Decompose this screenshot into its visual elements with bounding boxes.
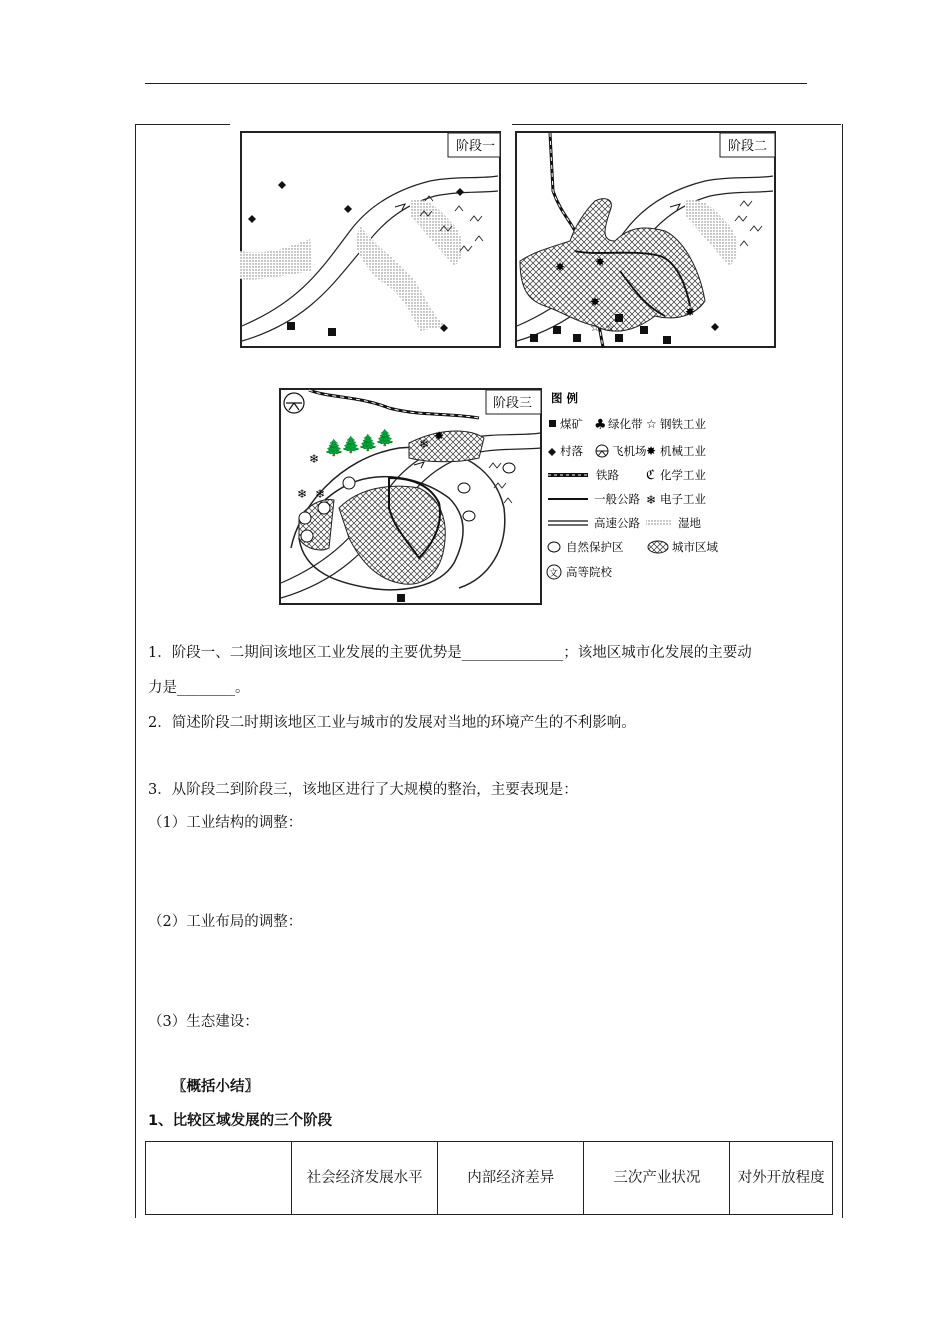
- svg-text:🌲: 🌲: [358, 433, 378, 452]
- map-stage1: [240, 131, 502, 349]
- svg-text:铁路: 铁路: [596, 468, 619, 482]
- svg-text:☆: ☆: [605, 321, 615, 334]
- svg-text:高等院校: 高等院校: [566, 565, 612, 579]
- svg-text:✸: ✸: [595, 255, 606, 269]
- airport-icon: [596, 445, 608, 457]
- question-3-1: （1）工业结构的调整：: [148, 815, 303, 831]
- steel-icon: ☆: [646, 417, 657, 431]
- svg-text:✸: ✸: [434, 429, 445, 443]
- question-3-3: （3）生态建设：: [148, 1014, 259, 1030]
- village-icon: [548, 448, 556, 456]
- college-icon: [547, 565, 561, 579]
- svg-text:✸: ✸: [685, 305, 696, 319]
- map-stage3-label: 阶段三: [493, 396, 533, 411]
- svg-text:自然保护区: 自然保护区: [566, 540, 624, 554]
- map-stage3: [279, 388, 543, 606]
- table-header-cell: 内部经济差异: [438, 1142, 584, 1215]
- svg-text:钢铁工业: 钢铁工业: [660, 417, 706, 431]
- electronics-icon: ❄: [646, 493, 657, 507]
- wetland-icon: [646, 519, 672, 526]
- question-1-line1: 1．阶段一、二期间该地区工业发展的主要优势是______________；该地区城市化发展的主要动: [148, 645, 752, 661]
- svg-text:☆: ☆: [590, 321, 600, 334]
- question-3-2: （2）工业布局的调整：: [148, 914, 303, 930]
- svg-text:城市区域: 城市区域: [672, 540, 718, 554]
- chemical-icon: ℭ: [646, 468, 656, 483]
- svg-text:❄: ❄: [297, 487, 308, 501]
- svg-text:绿化带: 绿化带: [608, 417, 643, 431]
- svg-text:煤矿: 煤矿: [560, 417, 583, 431]
- svg-text:❄: ❄: [315, 487, 326, 501]
- frame-top-left: [135, 124, 230, 125]
- svg-text:❄: ❄: [419, 437, 430, 451]
- comparison-table: [145, 1141, 833, 1215]
- table-header-cell: 三次产业状况: [584, 1142, 730, 1215]
- svg-text:湿地: 湿地: [678, 516, 701, 530]
- railway-icon: [548, 473, 588, 477]
- question-3: 3．从阶段二到阶段三，该地区进行了大规模的整治，主要表现是：: [148, 782, 578, 798]
- svg-text:❄: ❄: [309, 452, 320, 466]
- top-rule: [145, 83, 807, 84]
- svg-text:✸: ✸: [555, 260, 566, 274]
- svg-text:高速公路: 高速公路: [594, 516, 640, 530]
- table-header-row: [146, 1142, 833, 1215]
- map-stage1-label: 阶段一: [456, 139, 496, 154]
- svg-text:🌲: 🌲: [324, 438, 344, 457]
- svg-text:✸: ✸: [590, 295, 601, 309]
- map-stage2: [515, 131, 777, 349]
- green-belt-icon: ♣: [594, 417, 607, 433]
- highway-icon: [548, 521, 588, 525]
- map-legend: [546, 388, 736, 588]
- svg-text:一般公路: 一般公路: [594, 492, 640, 506]
- svg-text:飞机场: 飞机场: [612, 444, 647, 458]
- machinery-icon: ✸: [646, 444, 657, 458]
- coal-mine-icon: [549, 420, 556, 427]
- question-2: 2．简述阶段二时期该地区工业与城市的发展对当地的环境产生的不利影响。: [148, 715, 636, 731]
- map-stage2-label: 阶段二: [728, 139, 768, 154]
- question-1-line2: 力是________。: [148, 680, 250, 696]
- table-header-cell: 对外开放程度: [730, 1142, 833, 1215]
- svg-text:电子工业: 电子工业: [660, 492, 706, 506]
- svg-text:村落: 村落: [560, 444, 583, 458]
- summary-heading: 〖概括小结〗: [172, 1079, 259, 1095]
- table-header-cell: 社会经济发展水平: [292, 1142, 438, 1215]
- svg-text:🌲: 🌲: [341, 435, 361, 454]
- svg-text:化学工业: 化学工业: [660, 468, 706, 482]
- summary-subheading: 1、比较区域发展的三个阶段: [148, 1113, 333, 1129]
- urban-icon: [648, 541, 668, 553]
- reserve-icon: [548, 542, 560, 552]
- table-header-cell: [146, 1142, 292, 1215]
- svg-text:机械工业: 机械工业: [660, 444, 706, 458]
- legend-title: 图 例: [551, 391, 579, 405]
- svg-text:🌲: 🌲: [375, 428, 395, 447]
- frame-top-right: [512, 124, 841, 125]
- svg-text:文: 文: [549, 569, 559, 579]
